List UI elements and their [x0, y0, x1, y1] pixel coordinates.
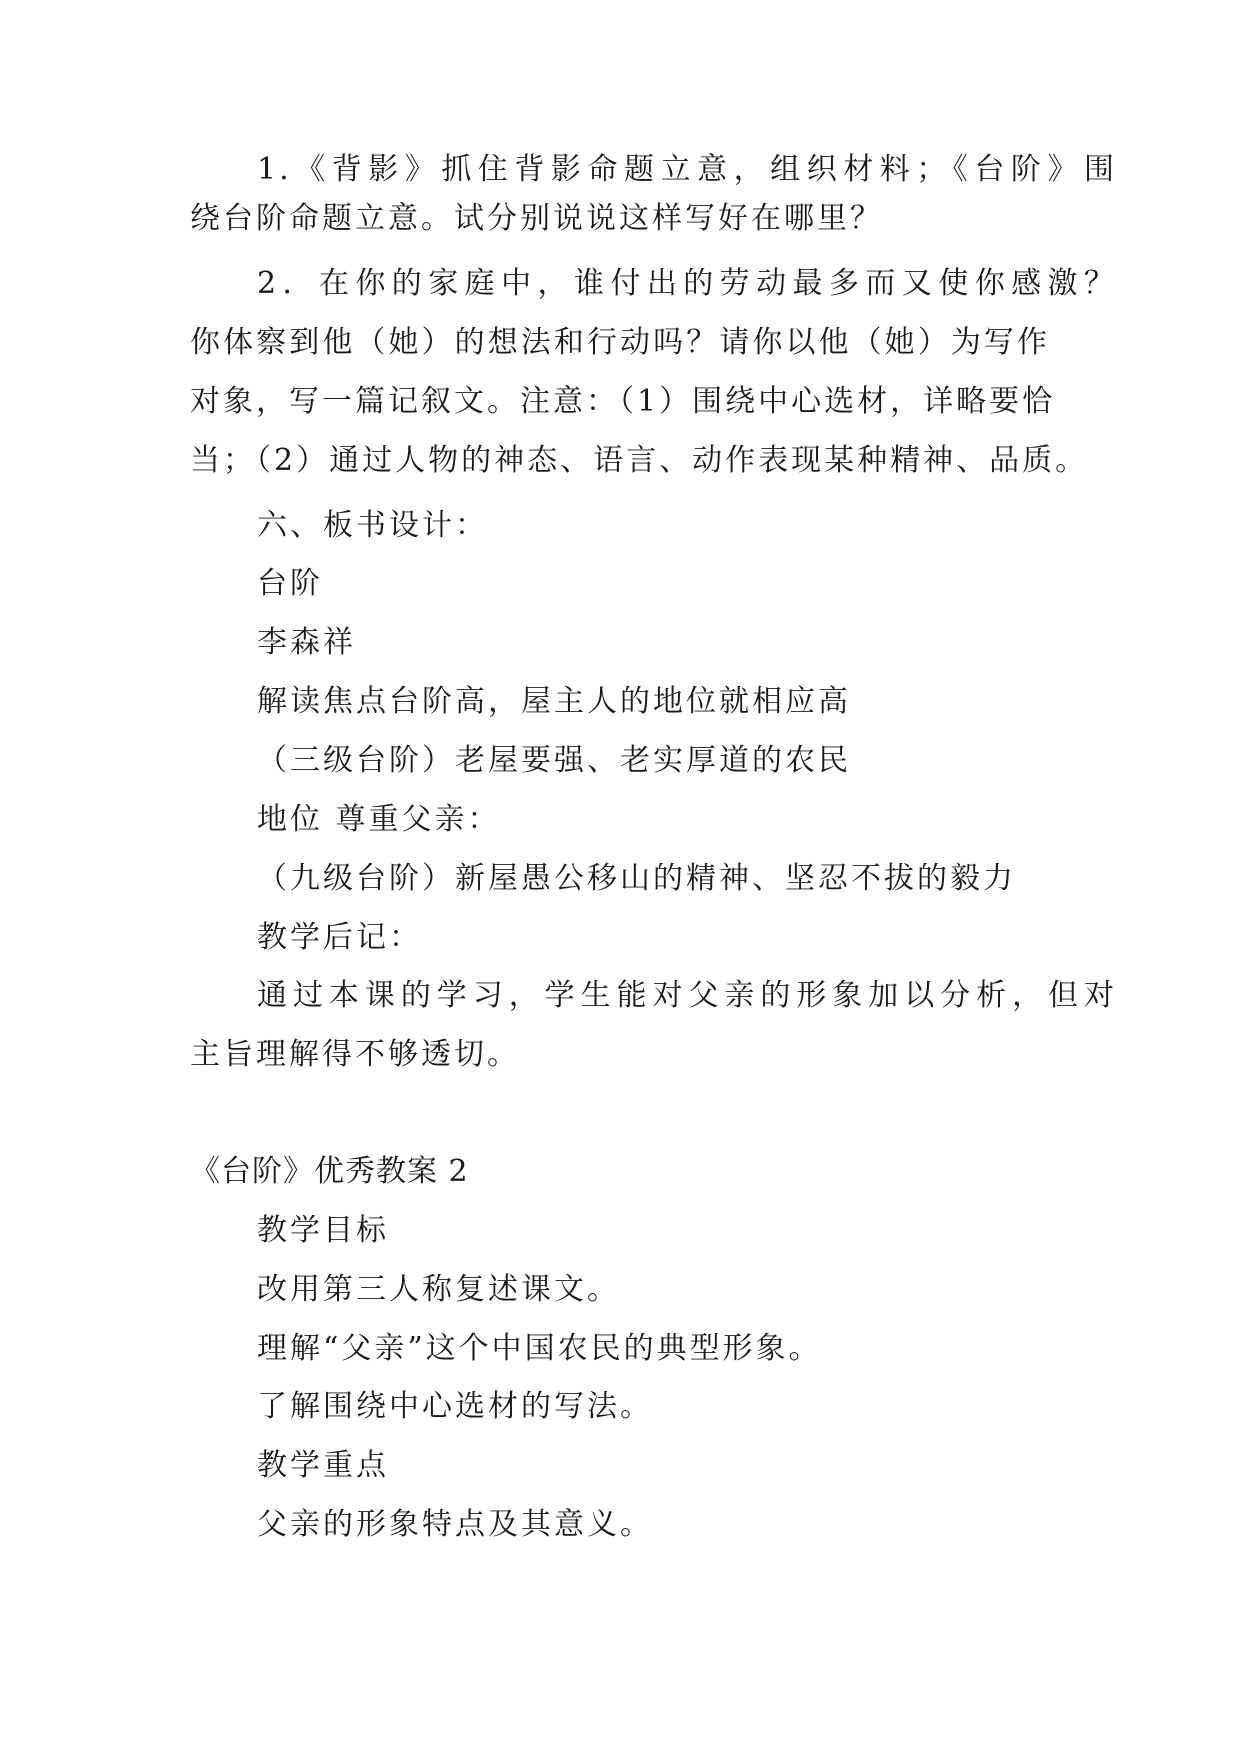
board-line: （九级台阶）新屋愚公移山的精神、坚忍不拔的毅力 — [257, 861, 1016, 896]
board-line: 解读焦点台阶高，屋主人的地位就相应高 — [257, 684, 851, 719]
document-title: 《台阶》优秀教案 2 — [190, 1154, 469, 1189]
section-heading: 教学目标 — [257, 1213, 389, 1248]
list-item: 改用第三人称复述课文。 — [257, 1272, 620, 1307]
list-item: 理解“父亲”这个中国农民的典型形象。 — [257, 1331, 822, 1366]
paragraph-line: 通过本课的学习，学生能对父亲的形象加以分析，但对 — [257, 978, 1117, 1013]
board-line: 地位 尊重父亲： — [257, 802, 501, 837]
list-item: 父亲的形象特点及其意义。 — [257, 1507, 653, 1542]
paragraph-line: 主旨理解得不够透切。 — [190, 1037, 520, 1072]
section-heading: 教学重点 — [257, 1448, 389, 1483]
paragraph-line: 1.《背影》抓住背影命题立意，组织材料；《台阶》围 — [257, 152, 1117, 187]
list-item: 了解围绕中心选材的写法。 — [257, 1389, 653, 1424]
paragraph-line: 绕台阶命题立意。试分别说说这样写好在哪里？ — [190, 201, 883, 236]
section-heading: 教学后记： — [257, 920, 422, 955]
board-title: 台阶 — [257, 566, 323, 601]
board-line: （三级台阶）老屋要强、老实厚道的农民 — [257, 743, 851, 778]
paragraph-line: 当；（2）通过人物的神态、语言、动作表现某种精神、品质。 — [190, 443, 1089, 478]
paragraph-line: 2．在你的家庭中，谁付出的劳动最多而又使你感激？ — [257, 266, 1117, 301]
paragraph-line: 对象，写一篇记叙文。注意：（1）围绕中心选材，详略要恰 — [190, 384, 1056, 419]
paragraph-line: 你体察到他（她）的想法和行动吗？请你以他（她）为写作 — [190, 325, 1050, 360]
section-heading: 六、板书设计： — [257, 508, 488, 543]
board-author: 李森祥 — [257, 625, 356, 660]
